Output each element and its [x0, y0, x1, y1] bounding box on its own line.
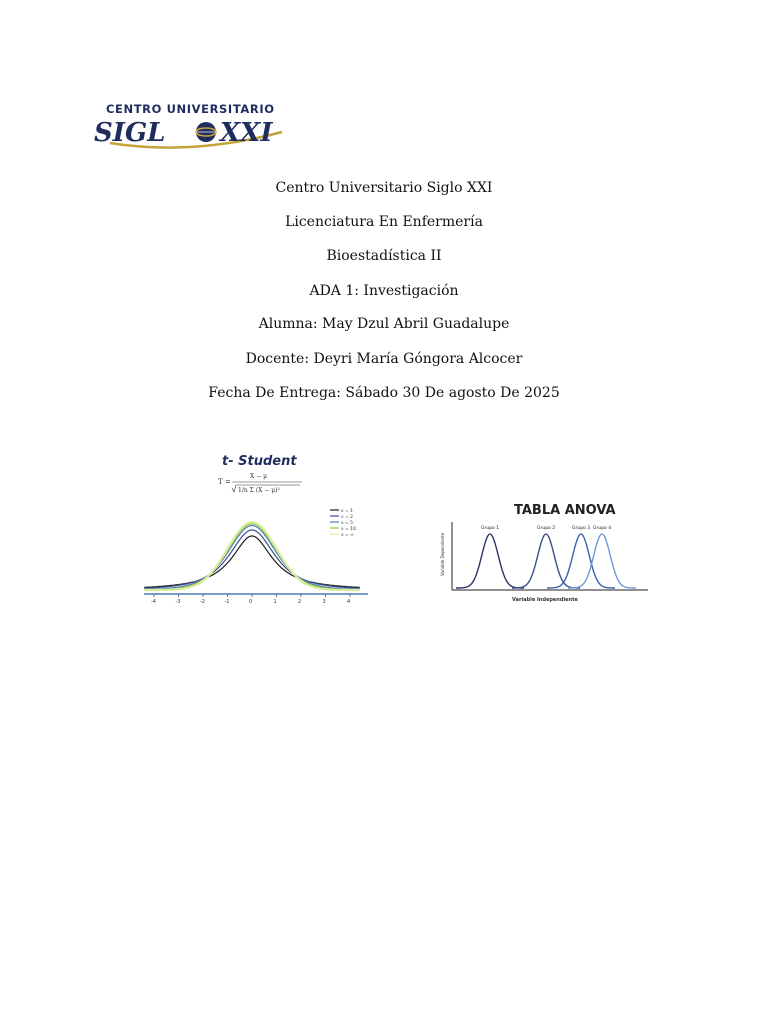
anova-curves [456, 534, 636, 588]
anova-y-label: Variable Dependiente [440, 532, 445, 576]
anova-curve-4 [568, 534, 636, 588]
t-tick-label: -3 [175, 599, 181, 604]
svg-text:T =: T = [218, 478, 231, 486]
logo-text-right: XXI [220, 118, 273, 148]
anova-curve-3 [547, 534, 615, 588]
t-tick-label: -2 [200, 599, 205, 604]
t-tick-label: 1 [273, 599, 277, 604]
t-student-curves [144, 522, 360, 590]
t-legend-label: ν = 1 [341, 508, 354, 514]
t-curve-2 [144, 530, 360, 588]
anova-x-label: Variable Independiente [512, 597, 578, 603]
anova-figure [438, 498, 652, 608]
anova-group-labels [481, 525, 611, 531]
teacher-name: Docente: Deyri María Góngora Alcocer [245, 351, 523, 367]
t-curve-5 [144, 522, 360, 590]
t-tick-label: 2 [298, 599, 302, 604]
anova-group-label: Grupo 2 [537, 526, 556, 531]
anova-group-label: Grupo 4 [593, 526, 612, 531]
anova-title: TABLA ANOVA [514, 503, 616, 518]
logo-top-text: CENTRO UNIVERSITARIO [106, 102, 275, 116]
student-name: Alumna: May Dzul Abril Guadalupe [258, 316, 510, 332]
t-tick-label: 3 [322, 599, 326, 604]
assignment-title: ADA 1: Investigación [309, 283, 459, 299]
t-curve-1 [144, 536, 360, 587]
logo-text-left: SIGL [94, 118, 166, 148]
institution-name: Centro Universitario Siglo XXI [275, 180, 493, 196]
globe-icon [196, 122, 216, 142]
t-curve-4 [144, 524, 360, 590]
anova-group-label: Grupo 1 [481, 526, 500, 531]
delivery-date: Fecha De Entrega: Sábado 30 De agosto De 2025 [208, 385, 560, 401]
t-student-figure [140, 448, 372, 604]
t-legend-label: ν = ∞ [341, 532, 354, 538]
logo-wordmark [92, 110, 288, 150]
university-logo [90, 100, 286, 148]
t-curve-3 [144, 526, 360, 590]
t-student-title: t- Student [222, 454, 297, 469]
t-tick-label: 4 [347, 599, 351, 604]
degree-program: Licenciatura En Enfermería [285, 214, 483, 230]
t-legend-label: ν = 5 [341, 520, 354, 526]
t-student-legend [330, 508, 356, 538]
t-tick-label: -1 [224, 599, 230, 604]
t-student-ticks [151, 594, 350, 604]
t-student-formula [218, 473, 302, 494]
anova-group-label: Grupo 3 [572, 526, 591, 531]
t-legend-label: ν = 2 [341, 514, 354, 520]
t-legend-label: ν = 10 [341, 526, 356, 532]
course-name: Bioestadística II [326, 248, 442, 264]
anova-curve-2 [512, 534, 580, 588]
t-tick-label: -4 [151, 599, 156, 604]
anova-curve-1 [456, 534, 524, 588]
t-tick-label: 0 [249, 599, 253, 604]
svg-text:X − μ: X − μ [250, 473, 268, 480]
svg-text:1/n Σ (X − μ)²: 1/n Σ (X − μ)² [238, 487, 280, 494]
